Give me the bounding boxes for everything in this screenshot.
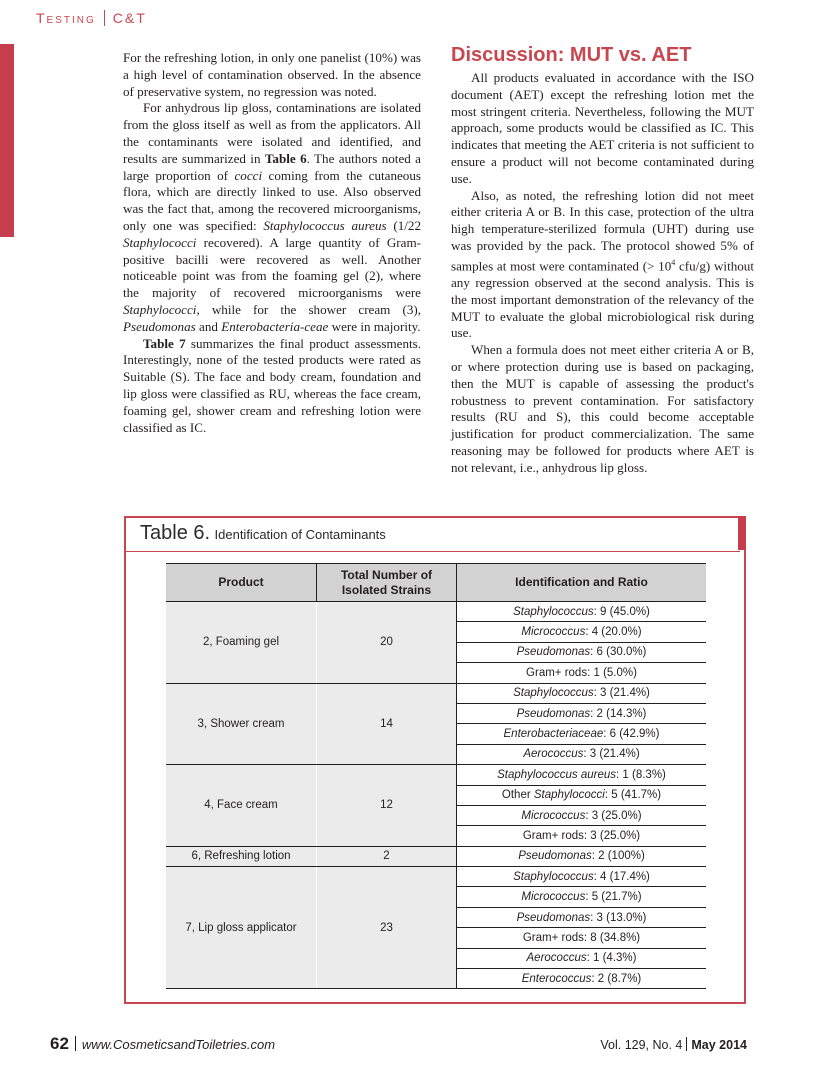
identification-cell — [457, 602, 707, 622]
ratio-value: : 9 (45.0%) — [593, 605, 650, 618]
table-row — [166, 683, 706, 703]
identification-cell — [457, 928, 707, 948]
identification-prefix: Gram+ rods — [522, 829, 584, 842]
identification-cell — [457, 622, 707, 642]
left-paragraph-2: For anhydrous lip gloss, contaminations are isolated from the gloss itself as well as from the applicators. All the contaminants were isolated and identified, and results are summarized in Table 6. The authors noted a large proportion of cocci coming from the cutaneous flora, which are directly linked to use. Also observed was the fact that, among the recovered microorganisms, only one was specified: Staphylococcus aureus (1/22 Staphylococci recovered). A large quantity of Gram-positive bacilli were recovered as well. Another noticeable point was from the foaming gel (2), where the majority of recovered microorganisms were Staphylococci, while for the shower cream (3), Pseudomonas and Enterobacteria-ceae were in majority. — [123, 100, 421, 334]
table-header-row — [166, 564, 706, 602]
table-corner-accent — [738, 516, 746, 550]
right-column — [451, 42, 754, 476]
organism-name: Staphylococci — [533, 789, 605, 802]
header-divider — [104, 10, 105, 26]
header-total-strains: Total Number of Isolated Strains — [317, 564, 457, 602]
ratio-value: : 3 (21.4%) — [593, 687, 650, 700]
ratio-value: : 2 (14.3%) — [590, 707, 647, 720]
journal-abbrev: C&T — [112, 10, 147, 26]
ratio-value: : 6 (42.9%) — [603, 728, 660, 741]
organism-name: Staphylococcus — [513, 605, 594, 618]
page-number: 62 — [50, 1034, 69, 1053]
product-cell: 2, Foaming gel — [166, 602, 317, 684]
table-7-reference: Table 7 — [143, 335, 186, 351]
identification-prefix: Gram+ rods — [526, 666, 588, 679]
identification-cell — [457, 805, 707, 825]
table-row — [166, 846, 706, 866]
ratio-value: : 1 (5.0%) — [587, 666, 637, 679]
ratio-value: : 1 (8.3%) — [616, 768, 666, 781]
ratio-value: : 8 (34.8%) — [583, 931, 641, 944]
organism-name: Pseudomonas — [516, 911, 591, 924]
ratio-value: : 6 (30.0%) — [590, 646, 647, 659]
header-product: Product — [166, 564, 317, 602]
footer-left — [50, 1034, 275, 1054]
right-paragraph-1: All products evaluated in accordance with the ISO document (AET) except the refreshing lotion met the most stringent criteria. Nevertheless, following the MUT approach, some products would be classified as IC. This indicates that meeting the AET criteria is not sufficient to ensure a product will not become contaminated during use. — [451, 70, 754, 186]
total-strains-cell: 2 — [317, 846, 457, 866]
organism-name: Aerococcus — [523, 748, 584, 761]
identification-cell — [457, 663, 707, 683]
organism-name: Micrococcus — [521, 626, 586, 639]
identification-cell — [457, 948, 707, 968]
ratio-value: : 2 (100%) — [591, 850, 645, 863]
organism-name: Micrococcus — [521, 809, 586, 822]
organism-name: Staphylococcus aureus — [497, 768, 617, 781]
footer-right — [600, 1037, 747, 1052]
identification-cell — [457, 907, 707, 927]
product-cell: 4, Face cream — [166, 765, 317, 847]
identification-cell — [457, 867, 707, 887]
identification-prefix: Other — [501, 789, 534, 802]
total-strains-cell: 14 — [317, 683, 457, 765]
organism-name: Pseudomonas — [516, 707, 591, 720]
ratio-value: : 2 (8.7%) — [591, 972, 642, 985]
organism-name: Pseudomonas — [516, 646, 591, 659]
table-row — [166, 602, 706, 622]
volume-info: Vol. 129, No. 4 — [600, 1038, 683, 1052]
total-strains-cell: 23 — [317, 867, 457, 989]
table-6-title: Table 6. Identification of Contaminants — [140, 522, 386, 544]
discussion-heading: Discussion: MUT vs. AET — [451, 44, 692, 66]
table-body — [166, 602, 706, 989]
issue-date: May 2014 — [691, 1038, 747, 1052]
header-identification: Identification and Ratio — [457, 564, 707, 602]
total-strains-cell: 20 — [317, 602, 457, 684]
identification-cell — [457, 683, 707, 703]
website-link[interactable]: www.CosmeticsandToiletries.com — [81, 1037, 276, 1052]
identification-cell — [457, 744, 707, 764]
organism-name: Aerococcus — [526, 952, 587, 965]
table-6-reference: Table 6 — [264, 150, 307, 166]
ratio-value: : 3 (21.4%) — [583, 748, 640, 761]
table-row — [166, 765, 706, 785]
organism-name: Staphylococcus — [513, 687, 594, 700]
identification-cell — [457, 703, 707, 723]
identification-prefix: Gram+ rods — [522, 931, 584, 944]
footer-divider-2 — [686, 1037, 687, 1051]
table-row — [166, 867, 706, 887]
ratio-value: : 5 (41.7%) — [604, 789, 662, 802]
organism-name: Enterobacteriaceae — [503, 728, 604, 741]
identification-cell — [457, 887, 707, 907]
identification-cell — [457, 724, 707, 744]
organism-name: Micrococcus — [521, 891, 586, 904]
section-name: Testing — [36, 10, 96, 26]
section-header — [36, 10, 147, 26]
organism-name: Enterococcus — [521, 972, 592, 985]
identification-cell — [457, 969, 707, 989]
product-cell: 6, Refreshing lotion — [166, 846, 317, 866]
ratio-value: : 1 (4.3%) — [586, 952, 637, 965]
ratio-value: : 3 (13.0%) — [590, 911, 647, 924]
contaminants-table — [166, 563, 706, 989]
right-paragraph-2: Also, as noted, the refreshing lotion did not meet either criteria A or B. In this case, protection of the ultra high temperature-sterilized formula (UHT) during use was provided by the pack. The protocol showed 5% of samples at most were contaminated (> $10^4$ cfu/g) without any regression observed at the second analysis. This is the most important demonstration of the relevancy of the MUT to evaluate the global microbiological risk during use. — [451, 187, 754, 341]
left-paragraph-1: For the refreshing lotion, in only one panelist (10%) was a high level of contamination observed. In the absence of preservative system, no regression was noted. — [123, 50, 421, 99]
ratio-value: : 4 (20.0%) — [585, 626, 642, 639]
organism-name: Staphylococcus — [513, 870, 594, 883]
total-strains-cell: 12 — [317, 765, 457, 847]
identification-cell — [457, 785, 707, 805]
organism-name: Pseudomonas — [518, 850, 592, 863]
identification-cell — [457, 826, 707, 846]
identification-cell — [457, 846, 707, 866]
right-paragraph-3: When a formula does not meet either criteria A or B, or where protection during use is based on packaging, then the MUT is capable of assessing the product's robustness to prevent contamination. For satisfactory results (RU and S), this could become acceptable justification for product commercialization. The same reasoning may be followed for products where AET is not relevant, i.e., anhydrous lip gloss. — [451, 342, 754, 475]
ratio-value: : 3 (25.0%) — [583, 829, 641, 842]
table-title-rule — [126, 551, 740, 552]
left-paragraph-3: Table 7 summarizes the final product assessments. Interestingly, none of the tested products were rated as Suitable (S). The face and body cream, foundation and lip gloss were classified as RU, whereas the face cream, foaming gel, shower cream and refreshing lotion were classified as IC. — [123, 335, 421, 435]
ratio-value: : 4 (17.4%) — [593, 870, 650, 883]
side-accent-bar — [0, 44, 14, 237]
ratio-value: : 3 (25.0%) — [585, 809, 642, 822]
identification-cell — [457, 765, 707, 785]
product-cell: 7, Lip gloss applicator — [166, 867, 317, 989]
table-6-box — [124, 516, 746, 1004]
footer-divider — [75, 1036, 76, 1051]
left-column — [123, 50, 421, 436]
product-cell: 3, Shower cream — [166, 683, 317, 765]
ratio-value: : 5 (21.7%) — [585, 891, 642, 904]
identification-cell — [457, 642, 707, 662]
